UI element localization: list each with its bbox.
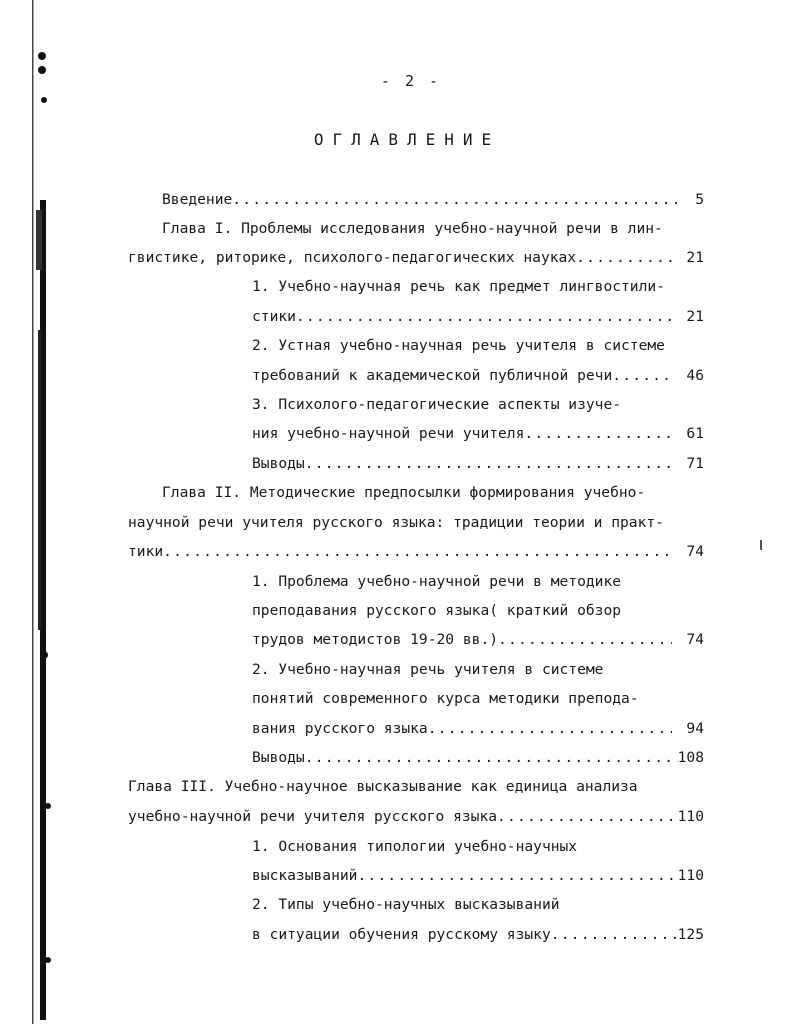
toc-entry-page: 125 [677,926,704,943]
leader-dots [498,628,672,652]
toc-entry-page: 21 [686,308,704,325]
toc-chapter-1-line-1 [162,217,704,241]
toc-chapter-1-line-2 [128,246,704,270]
toc-section-2-1-line-3 [252,628,704,652]
toc-heading: ОГЛАВЛЕНИЕ [313,130,501,149]
toc-entry-page: 110 [677,808,704,825]
leader-dots [551,923,678,947]
section-title: 2. Устная учебно-научная речь учителя в системе [252,337,665,354]
chapter-title: Глава III. Учебно-научное высказывание как единица анализа [128,778,638,795]
toc-chapter-2-conclusions [252,746,704,770]
leader-dots [576,246,672,270]
toc-entry-title: Введение [162,191,233,208]
chapter-title: тики [128,543,164,560]
toc-section-3-2-line-1 [252,893,704,917]
leader-dots [357,864,677,888]
toc-entry-page: 5 [695,191,704,208]
section-title: Выводы [252,749,305,766]
section-title: вания русского языка [252,720,428,737]
toc-section-1-3-line-2 [252,422,704,446]
toc-section-3-2-line-2 [252,923,704,947]
leader-dots [305,746,678,770]
leader-dots [612,364,672,388]
toc-section-3-1-line-2 [252,864,704,888]
section-title: Выводы [252,455,305,472]
toc-section-2-1-line-2 [252,599,704,623]
section-title: требований к академической публичной речи [252,367,613,384]
toc-chapter-2-line-1 [162,481,704,505]
toc-entry-page: 94 [686,720,704,737]
section-title: 1. Основания типологии учебно-научных [252,838,578,855]
leader-dots [428,717,673,741]
section-title: 3. Психолого-педагогические аспекты изуче- [252,396,622,413]
chapter-title: Глава II. Методические предпосылки формирования учебно- [162,484,646,501]
page-number: - 2 - [380,72,442,90]
toc-section-1-2-line-1 [252,334,704,358]
section-title: 2. Учебно-научная речь учителя в системе [252,661,604,678]
section-title: трудов методистов 19-20 вв.) [252,631,499,648]
chapter-title: научной речи учителя русского языка: традиции теории и практ- [128,514,664,531]
toc-section-2-2-line-3 [252,717,704,741]
section-title: высказываний [252,867,358,884]
toc-entry-page: 74 [686,543,704,560]
section-title: 1. Проблема учебно-научной речи в методике [252,573,622,590]
section-title: ния учебно-научной речи учителя [252,425,525,442]
chapter-title: учебно-научной речи учителя русского языка [128,808,498,825]
toc-section-1-3-line-1 [252,393,704,417]
toc-entry-page: 61 [686,425,704,442]
toc-section-1-1-line-1 [252,275,704,299]
toc-entry-page: 46 [686,367,704,384]
chapter-title: гвистике, риторике, психолого-педагогических науках [128,249,577,266]
toc-section-2-1-line-1 [252,570,704,594]
toc-entry-page: 108 [677,749,704,766]
leader-dots [497,805,678,829]
section-title: стики [252,308,296,325]
leader-dots [163,540,672,564]
toc-section-1-1-line-2 [252,305,704,329]
toc-chapter-2-line-2 [128,511,704,535]
leader-dots [524,422,672,446]
chapter-title: Глава I. Проблемы исследования учебно-научной речи в лин- [162,220,663,237]
toc-chapter-1-conclusions [252,452,704,476]
toc-chapter-3-line-1 [128,775,704,799]
toc-section-1-2-line-2 [252,364,704,388]
toc-section-2-2-line-1 [252,658,704,682]
toc-entry-page: 71 [686,455,704,472]
section-title: в ситуации обучения русскому языку [252,926,551,943]
leader-dots [232,188,681,212]
leader-dots [296,305,672,329]
scan-speck [760,540,762,550]
toc-chapter-3-line-2 [128,805,704,829]
toc-entry-page: 74 [686,631,704,648]
leader-dots [305,452,673,476]
toc-entry-page: 110 [677,867,704,884]
section-title: 1. Учебно-научная речь как предмет лингвостили- [252,278,665,295]
section-title: 2. Типы учебно-научных высказываний [252,896,560,913]
section-title: преподавания русского языка( краткий обзор [252,602,622,619]
toc-entry-intro [162,188,704,212]
toc-section-2-2-line-2 [252,687,704,711]
section-title: понятий современного курса методики препода- [252,690,639,707]
toc-chapter-2-line-3 [128,540,704,564]
toc-section-3-1-line-1 [252,835,704,859]
toc-entry-page: 21 [686,249,704,266]
